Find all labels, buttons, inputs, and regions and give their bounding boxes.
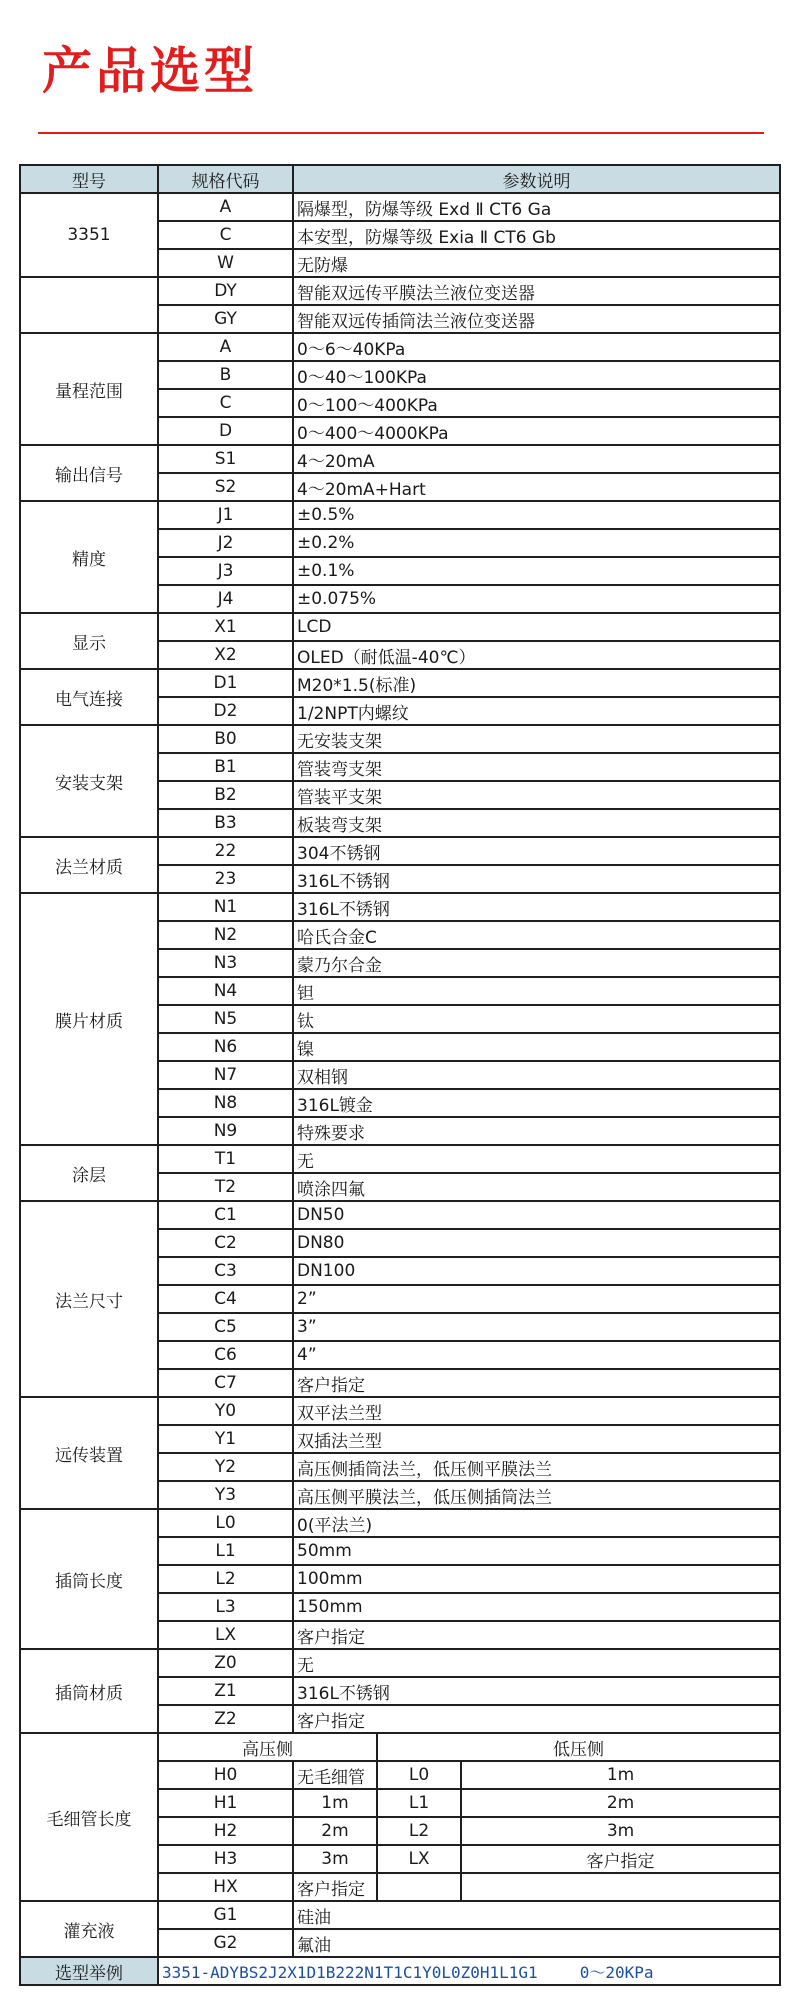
example-code: 3351-ADYBS2J2X1D1B222N1T1C1Y0L0Z0H1L1G1 — [162, 1962, 538, 1982]
low-code: L2 — [377, 1817, 461, 1845]
spec-code: N9 — [158, 1117, 293, 1145]
spec-description: 高压侧平膜法兰，低压侧插筒法兰 — [293, 1481, 780, 1509]
spec-code: S1 — [158, 445, 293, 473]
group-label: 量程范围 — [20, 333, 158, 445]
spec-description: 双平法兰型 — [293, 1397, 780, 1425]
table-row — [20, 1901, 780, 1929]
example-value — [158, 1957, 780, 1985]
title-divider — [38, 132, 764, 134]
spec-code: N6 — [158, 1033, 293, 1061]
spec-description: 50mm — [293, 1537, 780, 1565]
low-description: 1m — [461, 1761, 780, 1789]
spec-description: 管装弯支架 — [293, 753, 780, 781]
low-code — [377, 1873, 461, 1901]
spec-code: J2 — [158, 529, 293, 557]
table-body — [20, 193, 780, 1985]
spec-description: ±0.2% — [293, 529, 780, 557]
spec-code: N5 — [158, 1005, 293, 1033]
spec-description: OLED（耐低温-40℃） — [293, 641, 780, 669]
group-label: 插筒长度 — [20, 1509, 158, 1649]
group-label — [20, 277, 158, 333]
spec-description: 4～20mA+Hart — [293, 473, 780, 501]
spec-description: M20*1.5(标准) — [293, 669, 780, 697]
high-code: H2 — [158, 1817, 293, 1845]
spec-code: C — [158, 221, 293, 249]
low-code: LX — [377, 1845, 461, 1873]
spec-code: C2 — [158, 1229, 293, 1257]
spec-code: B1 — [158, 753, 293, 781]
spec-description: DN50 — [293, 1201, 780, 1229]
spec-description: 板装弯支架 — [293, 809, 780, 837]
header-description: 参数说明 — [293, 165, 780, 193]
spec-description: 喷涂四氟 — [293, 1173, 780, 1201]
spec-code: J1 — [158, 501, 293, 529]
spec-code: C6 — [158, 1341, 293, 1369]
spec-description: 无防爆 — [293, 249, 780, 277]
spec-description: ±0.075% — [293, 585, 780, 613]
group-label: 远传装置 — [20, 1397, 158, 1509]
low-code: L0 — [377, 1761, 461, 1789]
spec-description: LCD — [293, 613, 780, 641]
spec-code: B0 — [158, 725, 293, 753]
spec-code: Z0 — [158, 1649, 293, 1677]
table-row — [20, 837, 780, 865]
page-title: 产品选型 — [42, 42, 258, 100]
spec-code: N2 — [158, 921, 293, 949]
group-label: 膜片材质 — [20, 893, 158, 1145]
group-label: 显示 — [20, 613, 158, 669]
group-label: 插筒材质 — [20, 1649, 158, 1733]
group-label: 毛细管长度 — [20, 1733, 158, 1901]
spec-code: Z1 — [158, 1677, 293, 1705]
spec-description: 0～400～4000KPa — [293, 417, 780, 445]
table-row — [20, 1145, 780, 1173]
spec-description: 管装平支架 — [293, 781, 780, 809]
spec-description: 钛 — [293, 1005, 780, 1033]
spec-code: T1 — [158, 1145, 293, 1173]
low-description: 客户指定 — [461, 1845, 780, 1873]
high-description: 2m — [293, 1817, 377, 1845]
spec-code: S2 — [158, 473, 293, 501]
spec-code: N4 — [158, 977, 293, 1005]
table-row — [20, 1509, 780, 1537]
low-code: L1 — [377, 1789, 461, 1817]
spec-code: L0 — [158, 1509, 293, 1537]
spec-code: L3 — [158, 1593, 293, 1621]
spec-code: C4 — [158, 1285, 293, 1313]
spec-code: D1 — [158, 669, 293, 697]
spec-description: 双插法兰型 — [293, 1425, 780, 1453]
high-description: 3m — [293, 1845, 377, 1873]
spec-code: T2 — [158, 1173, 293, 1201]
spec-code: B — [158, 361, 293, 389]
header-code: 规格代码 — [158, 165, 293, 193]
example-label: 选型举例 — [20, 1957, 158, 1985]
spec-code: N1 — [158, 893, 293, 921]
group-label: 安装支架 — [20, 725, 158, 837]
spec-description: 100mm — [293, 1565, 780, 1593]
spec-description: 3” — [293, 1313, 780, 1341]
spec-code: D2 — [158, 697, 293, 725]
spec-description: 0～100～400KPa — [293, 389, 780, 417]
group-label: 输出信号 — [20, 445, 158, 501]
spec-description: 150mm — [293, 1593, 780, 1621]
spec-code: L2 — [158, 1565, 293, 1593]
high-description: 1m — [293, 1789, 377, 1817]
spec-code: A — [158, 193, 293, 221]
low-description: 2m — [461, 1789, 780, 1817]
high-code: H3 — [158, 1845, 293, 1873]
spec-code: DY — [158, 277, 293, 305]
spec-description: DN100 — [293, 1257, 780, 1285]
spec-description: 氟油 — [293, 1929, 780, 1957]
spec-description: 无 — [293, 1145, 780, 1173]
spec-description: 4～20mA — [293, 445, 780, 473]
spec-description: DN80 — [293, 1229, 780, 1257]
high-description: 无毛细管 — [293, 1761, 377, 1789]
spec-description: 无 — [293, 1649, 780, 1677]
spec-description: 隔爆型，防爆等级 Exd Ⅱ CT6 Ga — [293, 193, 780, 221]
spec-description: 双相钢 — [293, 1061, 780, 1089]
table-row — [20, 1649, 780, 1677]
spec-code: Y1 — [158, 1425, 293, 1453]
spec-description: 客户指定 — [293, 1369, 780, 1397]
table-row — [20, 445, 780, 473]
spec-code: J3 — [158, 557, 293, 585]
spec-description: ±0.5% — [293, 501, 780, 529]
low-pressure-header: 低压侧 — [377, 1733, 780, 1761]
spec-description: 客户指定 — [293, 1705, 780, 1733]
spec-description: 哈氏合金C — [293, 921, 780, 949]
header-model: 型号 — [20, 165, 158, 193]
spec-description: 硅油 — [293, 1901, 780, 1929]
spec-code: X1 — [158, 613, 293, 641]
spec-description: 316L不锈钢 — [293, 893, 780, 921]
table-row — [20, 613, 780, 641]
spec-description: 0～6～40KPa — [293, 333, 780, 361]
low-description — [461, 1873, 780, 1901]
spec-description: ±0.1% — [293, 557, 780, 585]
table-row — [20, 893, 780, 921]
spec-code: C7 — [158, 1369, 293, 1397]
spec-description: 316L不锈钢 — [293, 865, 780, 893]
spec-code: L1 — [158, 1537, 293, 1565]
spec-code: A — [158, 333, 293, 361]
spec-description: 蒙乃尔合金 — [293, 949, 780, 977]
table-row — [20, 725, 780, 753]
spec-description: 2” — [293, 1285, 780, 1313]
spec-code: Y3 — [158, 1481, 293, 1509]
high-code: H1 — [158, 1789, 293, 1817]
spec-code: N8 — [158, 1089, 293, 1117]
example-row — [20, 1957, 780, 1985]
table-row — [20, 193, 780, 221]
spec-code: G2 — [158, 1929, 293, 1957]
spec-description: 4” — [293, 1341, 780, 1369]
table-row — [20, 1201, 780, 1229]
spec-code: N3 — [158, 949, 293, 977]
group-label: 电气连接 — [20, 669, 158, 725]
spec-code: 23 — [158, 865, 293, 893]
high-code: H0 — [158, 1761, 293, 1789]
spec-code: LX — [158, 1621, 293, 1649]
spec-code: C1 — [158, 1201, 293, 1229]
spec-code: Y0 — [158, 1397, 293, 1425]
example-range: 0～20KPa — [579, 1962, 654, 1982]
spec-code: C5 — [158, 1313, 293, 1341]
high-code: HX — [158, 1873, 293, 1901]
spec-code: J4 — [158, 585, 293, 613]
spec-description: 镍 — [293, 1033, 780, 1061]
table-row — [20, 669, 780, 697]
group-label: 精度 — [20, 501, 158, 613]
spec-code: D — [158, 417, 293, 445]
spec-description: 316L镀金 — [293, 1089, 780, 1117]
spec-description: 0(平法兰) — [293, 1509, 780, 1537]
spec-code: C3 — [158, 1257, 293, 1285]
group-label: 法兰尺寸 — [20, 1201, 158, 1397]
spec-code: X2 — [158, 641, 293, 669]
spec-code: Y2 — [158, 1453, 293, 1481]
group-label: 法兰材质 — [20, 837, 158, 893]
group-label: 3351 — [20, 193, 158, 277]
spec-description: 无安装支架 — [293, 725, 780, 753]
spec-description: 0～40～100KPa — [293, 361, 780, 389]
high-pressure-header: 高压侧 — [158, 1733, 377, 1761]
table-row — [20, 333, 780, 361]
spec-description: 智能双远传平膜法兰液位变送器 — [293, 277, 780, 305]
capillary-header-row — [20, 1733, 780, 1761]
spec-code: B3 — [158, 809, 293, 837]
table-row — [20, 1397, 780, 1425]
table-row — [20, 277, 780, 305]
group-label: 灌充液 — [20, 1901, 158, 1957]
spec-code: B2 — [158, 781, 293, 809]
high-description: 客户指定 — [293, 1873, 377, 1901]
low-description: 3m — [461, 1817, 780, 1845]
spec-description: 智能双远传插筒法兰液位变送器 — [293, 305, 780, 333]
spec-code: G1 — [158, 1901, 293, 1929]
spec-code: C — [158, 389, 293, 417]
table-row — [20, 501, 780, 529]
spec-code: W — [158, 249, 293, 277]
spec-code: Z2 — [158, 1705, 293, 1733]
spec-code: 22 — [158, 837, 293, 865]
table-header-row — [20, 165, 780, 193]
spec-code: GY — [158, 305, 293, 333]
spec-code: N7 — [158, 1061, 293, 1089]
spec-description: 钽 — [293, 977, 780, 1005]
group-label: 涂层 — [20, 1145, 158, 1201]
spec-description: 高压侧插筒法兰，低压侧平膜法兰 — [293, 1453, 780, 1481]
selection-table — [19, 164, 781, 1986]
spec-description: 本安型，防爆等级 Exia Ⅱ CT6 Gb — [293, 221, 780, 249]
spec-description: 1/2NPT内螺纹 — [293, 697, 780, 725]
spec-description: 304不锈钢 — [293, 837, 780, 865]
spec-description: 316L不锈钢 — [293, 1677, 780, 1705]
spec-description: 特殊要求 — [293, 1117, 780, 1145]
spec-description: 客户指定 — [293, 1621, 780, 1649]
